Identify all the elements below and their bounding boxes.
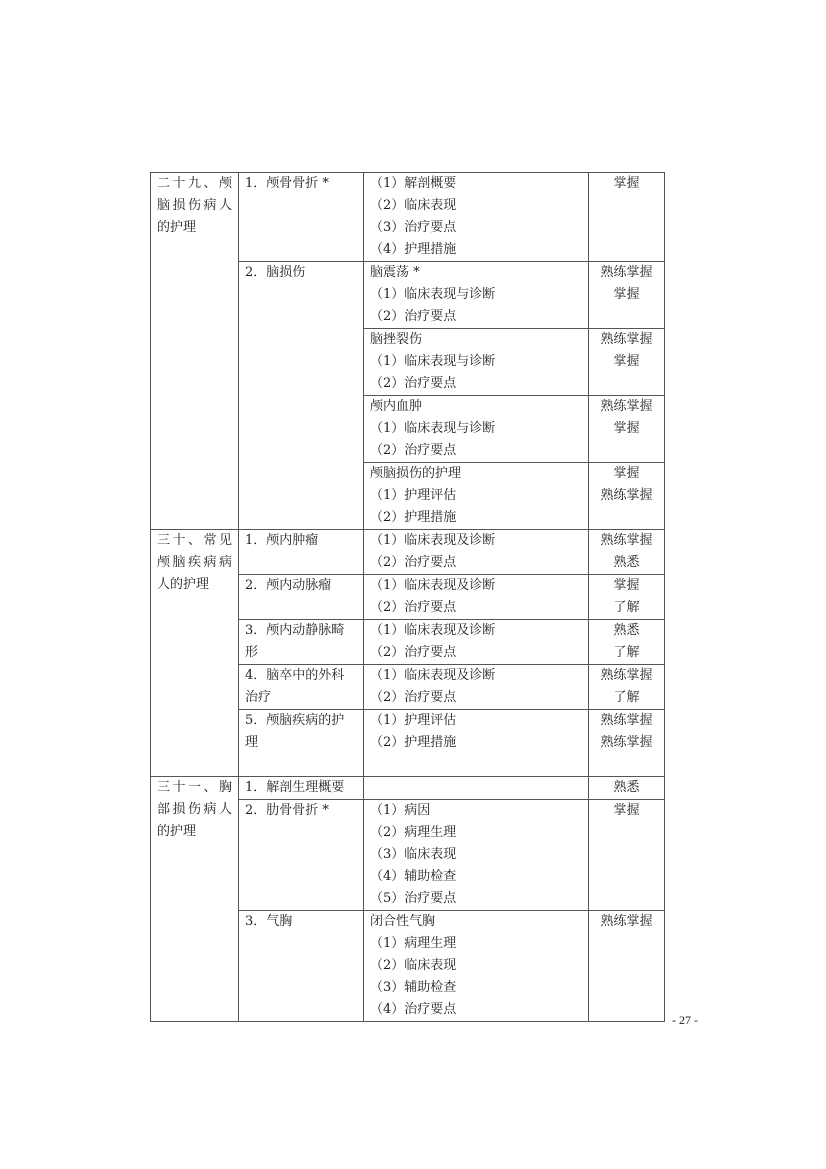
content-cell	[364, 463, 589, 530]
topic-cell: 2．颅内动脉瘤	[239, 575, 364, 620]
topic-cell: 1．颅内肿瘤	[239, 530, 364, 575]
level-cell	[589, 575, 665, 620]
requirement-level: 掌握	[613, 466, 640, 481]
table-row	[151, 777, 665, 800]
requirement-level: 掌握	[613, 803, 640, 818]
requirement-level: 熟悉	[613, 780, 640, 795]
requirement-level: 熟练掌握	[600, 668, 653, 683]
content-item: 颅内血肿	[370, 399, 423, 414]
topic-cell: 3．气胸	[239, 911, 364, 1022]
content-item: （1）临床表现与诊断	[370, 287, 496, 302]
content-item: （1）临床表现与诊断	[370, 354, 496, 369]
content-cell	[364, 262, 589, 329]
level-cell	[589, 530, 665, 575]
content-cell	[364, 530, 589, 575]
level-cell	[589, 620, 665, 665]
content-item: （1）病理生理	[370, 936, 457, 951]
content-cell	[364, 911, 589, 1022]
content-item: 脑挫裂伤	[370, 332, 423, 347]
content-item: 脑震荡 *	[370, 265, 420, 280]
level-cell	[589, 911, 665, 1022]
content-item: （2）护理措施	[370, 510, 457, 525]
level-cell	[589, 262, 665, 329]
content-item: （1）临床表现与诊断	[370, 421, 496, 436]
level-cell	[589, 665, 665, 710]
content-cell	[364, 800, 589, 911]
content-cell	[364, 777, 589, 800]
content-item: （1）护理评估	[370, 488, 457, 503]
requirement-level: 了解	[613, 690, 640, 705]
unit-cell: 二十九、颅脑损伤病人的护理	[151, 173, 239, 530]
page-number: - 27 -	[672, 1013, 698, 1027]
requirement-level: 熟悉	[613, 623, 640, 638]
content-item: （2）治疗要点	[370, 376, 457, 391]
level-cell	[589, 396, 665, 463]
requirement-level: 熟练掌握	[600, 265, 653, 280]
requirement-level: 掌握	[613, 176, 640, 191]
requirement-level: 掌握	[613, 287, 640, 302]
content-item: 颅脑损伤的护理	[370, 466, 462, 481]
topic-cell: 1．解剖生理概要	[239, 777, 364, 800]
content-item: （5）治疗要点	[370, 891, 457, 906]
content-cell	[364, 173, 589, 262]
content-item: （3）临床表现	[370, 847, 457, 862]
level-cell	[589, 800, 665, 911]
content-item: （4）护理措施	[370, 242, 457, 257]
content-item: （2）治疗要点	[370, 600, 457, 615]
content-item: （1）护理评估	[370, 713, 457, 728]
content-item: （3）辅助检查	[370, 980, 457, 995]
content-item: （4）辅助检查	[370, 869, 457, 884]
requirement-level: 熟练掌握	[600, 399, 653, 414]
requirement-level: 熟练掌握	[600, 914, 653, 929]
requirement-level: 掌握	[613, 354, 640, 369]
table-row	[151, 173, 665, 262]
level-cell	[589, 329, 665, 396]
requirement-level: 熟练掌握	[600, 332, 653, 347]
content-item: 闭合性气胸	[370, 914, 436, 929]
level-cell	[589, 463, 665, 530]
content-item: （1）病因	[370, 803, 431, 818]
content-cell	[364, 620, 589, 665]
syllabus-body	[151, 173, 665, 1022]
requirement-level: 掌握	[613, 421, 640, 436]
content-cell	[364, 575, 589, 620]
content-cell	[364, 329, 589, 396]
table-row	[151, 530, 665, 575]
unit-cell: 三十、常见颅脑疾病病人的护理	[151, 530, 239, 777]
content-item: （1）临床表现及诊断	[370, 668, 496, 683]
content-cell	[364, 710, 589, 777]
content-item: （2）护理措施	[370, 735, 457, 750]
content-item: （2）临床表现	[370, 958, 457, 973]
content-item: （2）治疗要点	[370, 690, 457, 705]
topic-cell: 1．颅骨骨折 *	[239, 173, 364, 262]
syllabus-table	[150, 172, 665, 1022]
requirement-level: 熟悉	[613, 555, 640, 570]
topic-cell: 2．脑损伤	[239, 262, 364, 530]
requirement-level: 熟练掌握	[600, 735, 653, 750]
content-item: （2）治疗要点	[370, 309, 457, 324]
content-item: （1）临床表现及诊断	[370, 533, 496, 548]
content-item: （2）病理生理	[370, 825, 457, 840]
content-item: （2）临床表现	[370, 198, 457, 213]
unit-cell: 三十一、胸部损伤病人的护理	[151, 777, 239, 1022]
level-cell	[589, 173, 665, 262]
requirement-level: 了解	[613, 645, 640, 660]
content-cell	[364, 396, 589, 463]
content-item: （3）治疗要点	[370, 220, 457, 235]
topic-cell: 5．颅脑疾病的护理	[239, 710, 364, 777]
topic-cell: 2．肋骨骨折 *	[239, 800, 364, 911]
content-cell	[364, 665, 589, 710]
content-item: （1）临床表现及诊断	[370, 623, 496, 638]
content-item: （2）治疗要点	[370, 645, 457, 660]
requirement-level: 熟练掌握	[600, 488, 653, 503]
requirement-level: 掌握	[613, 578, 640, 593]
requirement-level: 熟练掌握	[600, 713, 653, 728]
content-item: （2）治疗要点	[370, 443, 457, 458]
level-cell	[589, 777, 665, 800]
content-item: （4）治疗要点	[370, 1002, 457, 1017]
requirement-level: 熟练掌握	[600, 533, 653, 548]
requirement-level: 了解	[613, 600, 640, 615]
topic-cell: 4．脑卒中的外科治疗	[239, 665, 364, 710]
topic-cell: 3．颅内动静脉畸形	[239, 620, 364, 665]
content-item: （1）临床表现及诊断	[370, 578, 496, 593]
content-item: （2）治疗要点	[370, 555, 457, 570]
level-cell	[589, 710, 665, 777]
content-item: （1）解剖概要	[370, 176, 457, 191]
